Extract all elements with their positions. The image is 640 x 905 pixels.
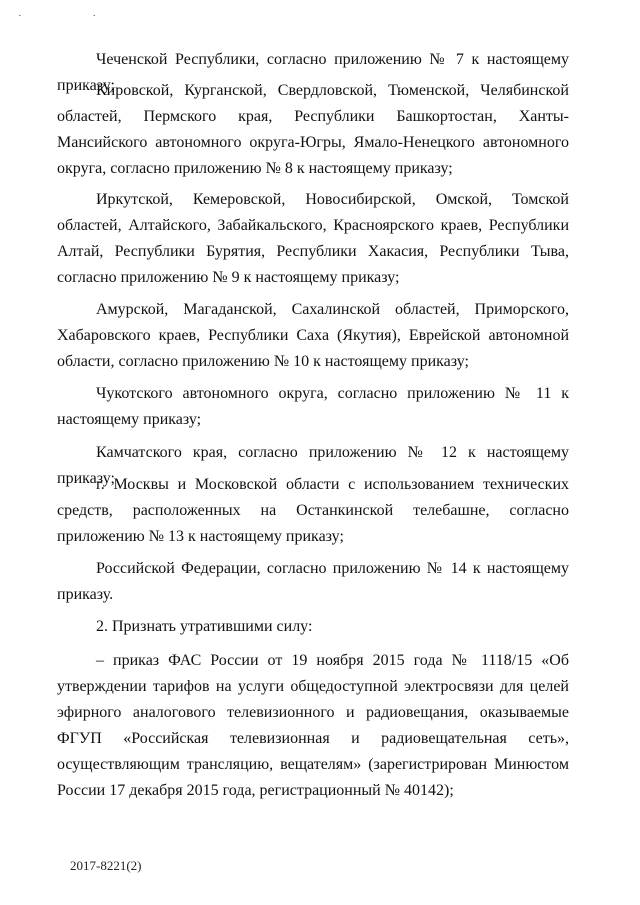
paragraph-appendix-13: г. Москвы и Московской области с использованием технических средств, расположенных на Останкинской телебашне, согласно приложению № 13 к настоящему приказу; [57, 476, 569, 545]
paragraph-appendix-11: Чукотского автономного округа, согласно приложению № 11 к настоящему приказу; [57, 385, 569, 428]
paragraph-appendix-14: Российской Федерации, согласно приложению № 14 к настоящему приказу. [57, 560, 569, 603]
section-heading-2: 2. Признать утратившими силу: [96, 618, 313, 635]
paragraph-chechen: Чеченской Республики, согласно приложению № 7 к настоящему приказу; [57, 51, 569, 94]
paragraph-appendix-8: Кировской, Курганской, Свердловской, Тюменской, Челябинской областей, Пермского края, Республики Башкортостан, Ханты-Мансийского автономного округа-Югры, Ямало-Ненецкого автономного округа, согласно приложению № 8 к настоящему приказу; [57, 82, 569, 177]
paragraph-appendix-9: Иркутской, Кемеровской, Новосибирской, Омской, Томской областей, Алтайского, Забайкальского, Красноярского краев, Республики Алтай, Республики Бурятия, Республики Хакасия, Республики Тыва, согласно приложению № 9 к настоящему приказу; [57, 191, 569, 286]
paragraph-appendix-10: Амурской, Магаданской, Сахалинской областей, Приморского, Хабаровского краев, Республики Саха (Якутия), Еврейской автономной области, согласно приложению № 10 к настоящему приказу; [57, 301, 569, 370]
document-code: 2017-8221(2) [70, 858, 142, 873]
scan-marks: · · [18, 10, 131, 22]
paragraph-appendix-12: Камчатского края, согласно приложению № 12 к настоящему приказу; [57, 444, 569, 487]
paragraph-repealed-order: – приказ ФАС России от 19 ноября 2015 года № 1118/15 «Об утверждении тарифов на услуги общедоступной электросвязи для целей эфирного аналогового телевизионного и радиовещания, оказываемые ФГУП «Российская телевизионная и радиовещательная сеть», осуществляющим трансляцию, вещателям» (зарегистрирован Минюстом России 17 декабря 2015 года, регистрационный № 40142); [57, 652, 569, 799]
